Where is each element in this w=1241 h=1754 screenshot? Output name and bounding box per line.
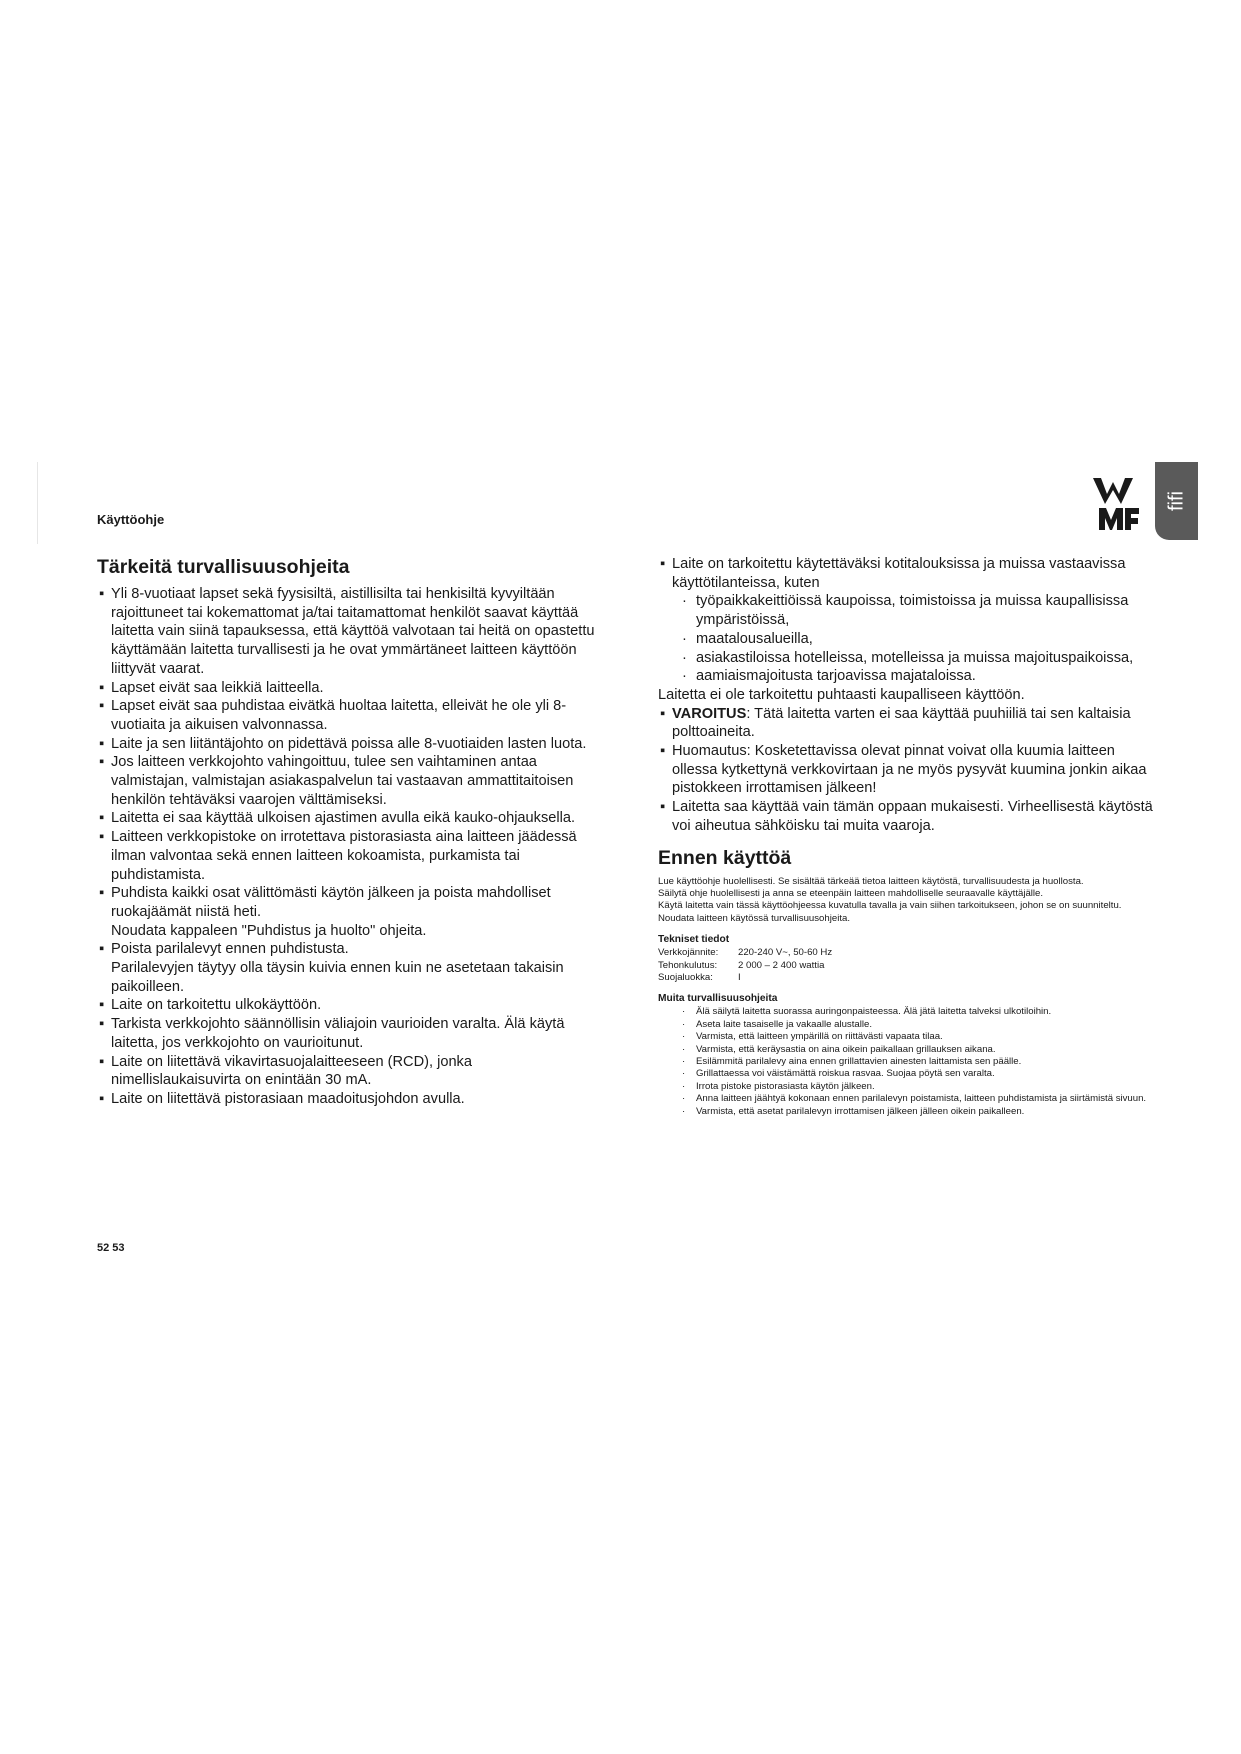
before-use-text: Lue käyttöohje huolellisesti. Se sisältää tärkeää tietoa laitteen käytöstä, turvallisuudesta ja huollosta. Säilytä ohje huolellisesti ja anna se eteenpäin laitteen mahdolliselle seuraavalle käyttäjälle. Käytä laitetta vain tässä käyttöohjeessa kuvatulla tavalla ja vain siihen tarkoitukseen, johon se on suunniteltu. Noudata laitteen käytössä turvallisuusohjeita. bbox=[658, 875, 1122, 924]
before-use-title: Ennen käyttöä bbox=[658, 846, 792, 869]
list-item: ▪ Tarkista verkkojohto säännöllisin väliajoin vaurioiden varalta. Älä käytä laitetta, jos verkkojohto on vaurioitunut. bbox=[99, 1016, 565, 1051]
sub-item: · asiakastiloissa hotelleissa, motelleissa ja muissa majoituspaikoissa, bbox=[682, 649, 1134, 666]
page-numbers: 52 53 bbox=[97, 1242, 125, 1254]
misc-item: · Varmista, että laitteen ympärillä on riittävästi vapaata tilaa. bbox=[682, 1031, 943, 1043]
page-edge-line bbox=[37, 462, 38, 544]
safety-title: Tärkeitä turvallisuusohjeita bbox=[97, 556, 350, 578]
list-item: ▪ Poista parilalevyt ennen puhdistusta. bbox=[99, 941, 349, 958]
misc-item: · Esilämmitä parilalevy aina ennen grillattavien ainesten laittamista sen päälle. bbox=[682, 1056, 1022, 1068]
misc-item: · Aseta laite tasaiselle ja vakaalle alustalle. bbox=[682, 1018, 872, 1030]
list-item: ▪ Laite on liitettävä pistorasiaan maadoitusjohdon avulla. bbox=[99, 1090, 465, 1107]
header-label: Käyttöohje bbox=[97, 512, 165, 527]
list-item: ▪ Laite on tarkoitettu ulkokäyttöön. bbox=[99, 997, 322, 1014]
list-item: ▪ Laite ja sen liitäntäjohto on pidettävä poissa alle 8-vuotiaiden lasten luota. bbox=[99, 735, 587, 752]
not-intended-note: Laitetta ei ole tarkoitettu puhtaasti kaupalliseen käyttöön. bbox=[658, 686, 1025, 703]
list-item: ▪ Puhdista kaikki osat välittömästi käytön jälkeen ja poista mahdolliset ruokajäämät niistä heti. bbox=[99, 885, 551, 920]
wmf-logo bbox=[1093, 478, 1139, 532]
tech-row: Verkkojännite: 220-240 V~, 50-60 Hz bbox=[658, 947, 833, 959]
tech-row: Suojaluokka: I bbox=[658, 971, 741, 983]
tech-row: Tehonkulutus: 2 000 – 2 400 wattia bbox=[658, 959, 825, 971]
misc-item: · Varmista, että keräysastia on aina oikein paikallaan grillauksen aikana. bbox=[682, 1043, 996, 1055]
misc-item: · Älä säilytä laitetta suorassa auringonpaisteessa. Älä jätä laitetta talveksi ulkotiloihin. bbox=[682, 1006, 1052, 1018]
misc-title: Muita turvallisuusohjeita bbox=[658, 993, 778, 1005]
list-item: ▪ Laitteen verkkopistoke on irrotettava pistorasiasta aina laitteen jäädessä ilman valvontaa sekä ennen laitteen kokoamista, purkamista tai puhdistamista. bbox=[99, 829, 577, 883]
usage-item: ▪ Laitetta saa käyttää vain tämän oppaan mukaisesti. Virheellisestä käytöstä voi aiheutua sähköisku tai muita vaaroja. bbox=[660, 799, 1153, 834]
warning-item: ▪ VAROITUS: Tätä laitetta varten ei saa käyttää puuhiiliä tai sen kaltaisia polttoaineita. bbox=[660, 705, 1131, 741]
sub-item: · maatalousalueilla, bbox=[682, 630, 813, 647]
list-item: ▪ Laite on liitettävä vikavirtasuojalaitteeseen (RCD), jonka nimellislaukaisuvirta on enintään 30 mA. bbox=[99, 1053, 472, 1089]
list-item: ▪ Jos laitteen verkkojohto vahingoittuu, tulee sen vaihtaminen antaa valmistajan, valmistajan asiakaspalvelun tai vastaavan ammattitaitoisen henkilön tehtäväksi vaarojen välttämiseksi. bbox=[99, 754, 574, 808]
list-item: ▪ Yli 8-vuotiaat lapset sekä fyysisiltä, aistillisilta tai henkisiltä kyvyiltään rajoittuneet tai kokemattomat ja/tai taitamattomat henkilöt saavat käyttää laitetta vain siinä tapauksessa, että käyttöä valvotaan tai heitä on opastettu käyttämään laitetta turvallisesti ja he ovat ymmärtäneet laitteen käyttöön liittyvät vaarat. bbox=[99, 586, 595, 677]
list-item: ▪ Laitetta ei saa käyttää ulkoisen ajastimen avulla eikä kauko-ohjauksella. bbox=[99, 810, 576, 827]
misc-item: · Irrota pistoke pistorasiasta käytön jälkeen. bbox=[682, 1080, 875, 1092]
misc-item: · Grillattaessa voi väistämättä roiskua rasvaa. Suojaa pöytä sen varalta. bbox=[682, 1068, 995, 1080]
warning-label: VAROITUS bbox=[672, 705, 747, 722]
list-item: ▪ Lapset eivät saa leikkiä laitteella. bbox=[99, 679, 324, 696]
misc-item: · Anna laitteen jäähtyä kokonaan ennen parilalevyn poistamista, laitteen puhdistamista ja siirtämistä sivuun. bbox=[682, 1093, 1147, 1105]
list-note: Noudata kappaleen "Puhdistus ja huolto" ohjeita. bbox=[111, 922, 427, 939]
right-column bbox=[658, 555, 1158, 1118]
note-item: ▪ Huomautus: Kosketettavissa olevat pinnat voivat olla kuumia laitteen ollessa kytkettynä verkkovirtaan ja ne myös pysyvät kuumina jonkin aikaa pistokkeen irrottamisen jälkeen! bbox=[660, 743, 1147, 797]
list-item: ▪ Lapset eivät saa puhdistaa eivätkä huoltaa laitetta, elleivät he ole yli 8-vuotiaita ja aikuisen valvonnassa. bbox=[99, 698, 567, 733]
sub-item: · työpaikkakeittiöissä kaupoissa, toimistoissa ja muissa kaupallisissa ympäristöissä, bbox=[682, 593, 1129, 629]
misc-item: · Varmista, että asetat parilalevyn irrottamisen jälkeen jälleen oikein paikalleen. bbox=[682, 1105, 1025, 1117]
tech-title: Tekniset tiedot bbox=[658, 934, 730, 946]
left-column bbox=[97, 555, 597, 1109]
list-note: Parilalevyjen täytyy olla täysin kuivia ennen kuin ne asetetaan takaisin paikoilleen. bbox=[111, 960, 564, 995]
language-tab-label: fifi bbox=[1165, 491, 1187, 511]
list-item: ▪ Laite on tarkoitettu käytettäväksi kotitalouksissa ja muissa vastaavissa käyttötilanteissa, kuten bbox=[660, 556, 1126, 591]
sub-item: · aamiaismajoitusta tarjoavissa majataloissa. bbox=[682, 668, 976, 685]
language-tab bbox=[1155, 462, 1198, 540]
